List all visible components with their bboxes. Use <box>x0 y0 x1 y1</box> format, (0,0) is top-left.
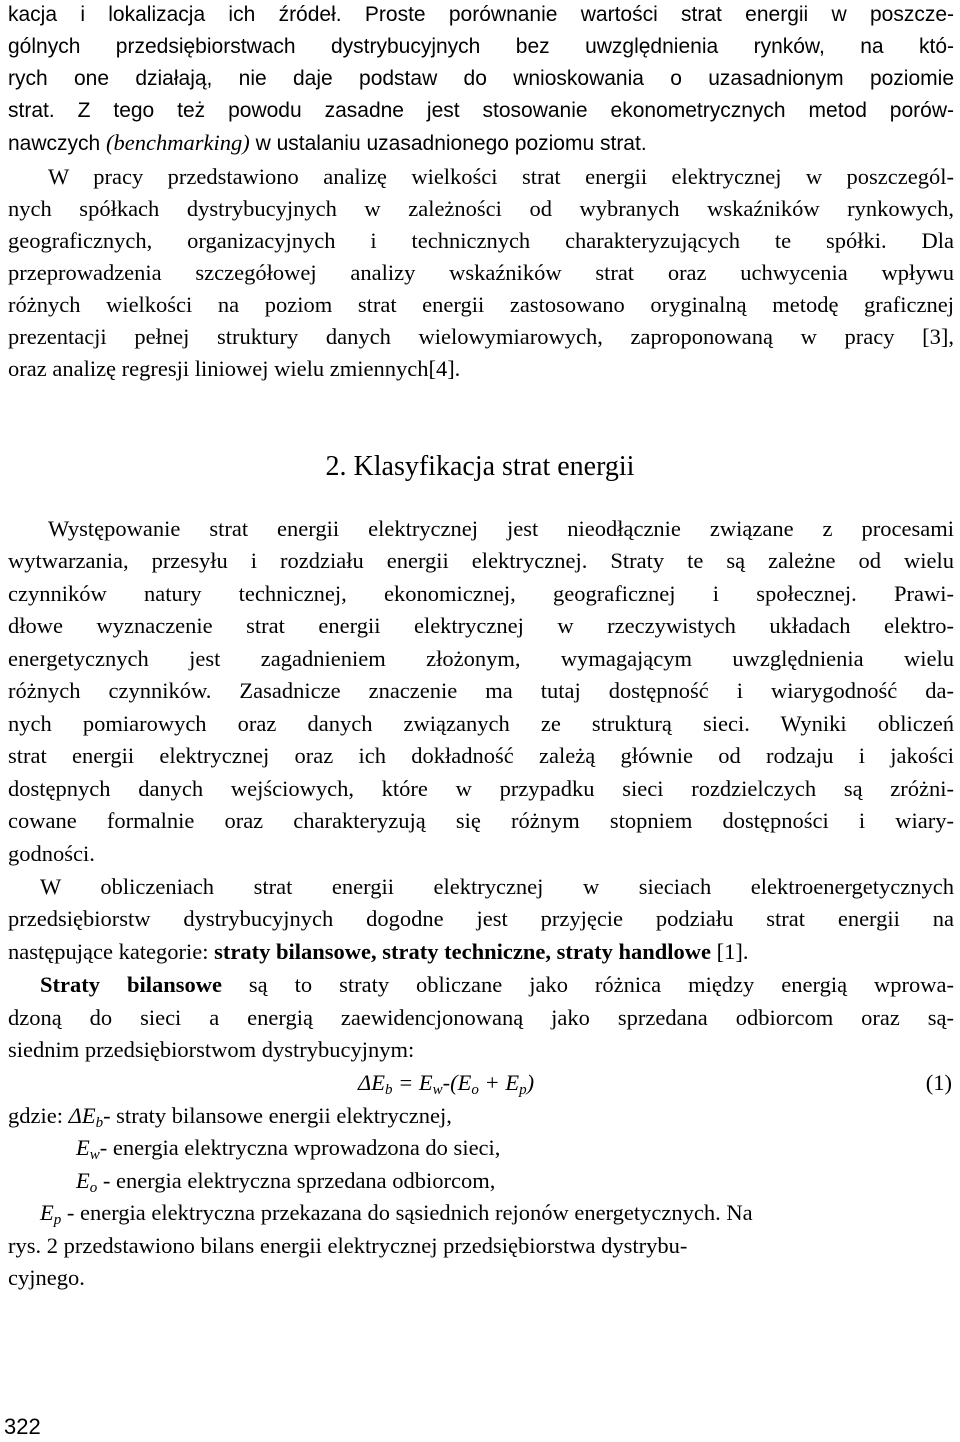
intro-line-5 <box>8 128 954 158</box>
p2-line-2: nych spółkach dystrybucyjnych w zależności od wybranych wskaźników rynkowych, <box>8 196 954 221</box>
p3-line-11: godności. <box>8 841 95 866</box>
intro-line-5-pre: nawczych <box>8 132 107 155</box>
p4-line-3-post: [1]. <box>710 939 749 964</box>
p5-line-2: dzoną do sieci a energią zaewidencjonowaną jako sprzedana odbiorcom oraz są- <box>8 1005 954 1030</box>
p2-line-7: oraz analizę regresji liniowej wielu zmiennych[4]. <box>8 356 461 381</box>
p5-line-3: siednim przedsiębiorstwom dystrybucyjnym: <box>8 1037 415 1062</box>
p3-line-5: energetycznych jest zagadnieniem złożonym, wymagającym uwzględnienia wielu <box>8 646 954 671</box>
intro-line-3: rych one działają, nie daje podstaw do wnioskowania o uzasadnionym poziomie <box>8 67 954 90</box>
p2-line-3: geograficznych, organizacyjnych i technicznych charakteryzujących te spółki. Dla <box>8 228 954 253</box>
p5-line-1-post: są to straty obliczane jako różnica między energią wprowa- <box>221 972 954 997</box>
p3-line-4: dłowe wyznaczenie strat energii elektrycznej w rzeczywistych układach elektro- <box>8 613 954 638</box>
equation: $\Delta E_b = E_w-(E_o + E_p)$ <box>358 1070 535 1098</box>
intro-line-5-post: w ustalaniu uzasadnionego poziomu strat. <box>249 132 647 155</box>
p5-line-1 <box>40 970 954 1000</box>
p4-line-1: W obliczeniach strat energii elektrycznej w sieciach elektroenergetycznych <box>40 874 954 899</box>
definition-4: $E_p$ - energia elektryczna przekazana do sąsiednich rejonów energetycznych. Na <box>40 1200 753 1228</box>
p3-line-6: różnych czynników. Zasadnicze znaczenie ma tutaj dostępność i wiarygodność da- <box>8 678 954 703</box>
definition-1: gdzie: $\Delta E_b-$ straty bilansowe energii elektrycznej, <box>8 1103 452 1131</box>
section-heading: 2. Klasyfikacja strat energii <box>325 451 635 482</box>
p3-line-1: Występowanie strat energii elektrycznej jest nieodłącznie związane z procesami <box>48 516 954 541</box>
p2-line-5: różnych wielkości na poziom strat energii zastosowano oryginalną metodę graficznej <box>8 292 954 317</box>
p4-line-2: przedsiębiorstw dystrybucyjnych dogodne jest przyjęcie podziału strat energii na <box>8 906 954 931</box>
balance-losses-term: Straty bilansowe <box>40 972 222 997</box>
intro-line-2: gólnych przedsiębiorstwach dystrybucyjnych bez uwzględnienia rynków, na któ- <box>8 35 954 58</box>
p2-line-4: przeprowadzenia szczegółowej analizy wskaźników strat oraz uchwycenia wpływu <box>8 260 954 285</box>
intro-line-4: strat. Z tego też powodu zasadne jest stosowanie ekonometrycznych metod porów- <box>8 99 954 122</box>
benchmarking-term: (benchmarking) <box>106 130 250 155</box>
intro-line-1: kacja i lokalizacja ich źródeł. Proste porównanie wartości strat energii w poszcze- <box>8 3 954 26</box>
p3-line-8: strat energii elektrycznej oraz ich dokładność zależą głównie od rodzaju i jakości <box>8 743 954 768</box>
p3-line-9: dostępnych danych wejściowych, które w przypadku sieci rozdzielczych są zróżni- <box>8 776 954 801</box>
equation-number: (1) <box>925 1070 952 1095</box>
page-number: 322 <box>4 1414 41 1439</box>
p3-line-2: wytwarzania, przesyłu i rozdziału energii elektrycznej. Straty te są zależne od wielu <box>8 548 954 573</box>
definition-3: $E_o$ - energia elektryczna sprzedana odbiorcom, <box>76 1168 496 1196</box>
p3-line-7: nych pomiarowych oraz danych związanych ze strukturą sieci. Wyniki obliczeń <box>8 711 954 736</box>
loss-categories: straty bilansowe, straty techniczne, straty handlowe <box>214 939 711 964</box>
definition-2: $E_w-$ energia elektryczna wprowadzona do sieci, <box>76 1135 501 1163</box>
p4-line-3 <box>8 937 954 967</box>
p2-line-6: prezentacji pełnej struktury danych wielowymiarowych, zaproponowaną w pracy [3], <box>8 324 954 349</box>
definition-6: cyjnego. <box>8 1265 85 1290</box>
p3-line-10: cowane formalnie oraz charakteryzują się różnym stopniem dostępności i wiary- <box>8 808 954 833</box>
p2-line-1: W pracy przedstawiono analizę wielkości strat energii elektrycznej w poszczegól- <box>48 164 954 189</box>
p4-line-3-pre: następujące kategorie: <box>8 939 215 964</box>
equation-row <box>0 1068 960 1098</box>
definition-5: rys. 2 przedstawiono bilans energii elektrycznej przedsiębiorstwa dystrybu- <box>8 1233 688 1258</box>
p3-line-3: czynników natury technicznej, ekonomicznej, geograficznej i społecznej. Prawi- <box>8 581 954 606</box>
